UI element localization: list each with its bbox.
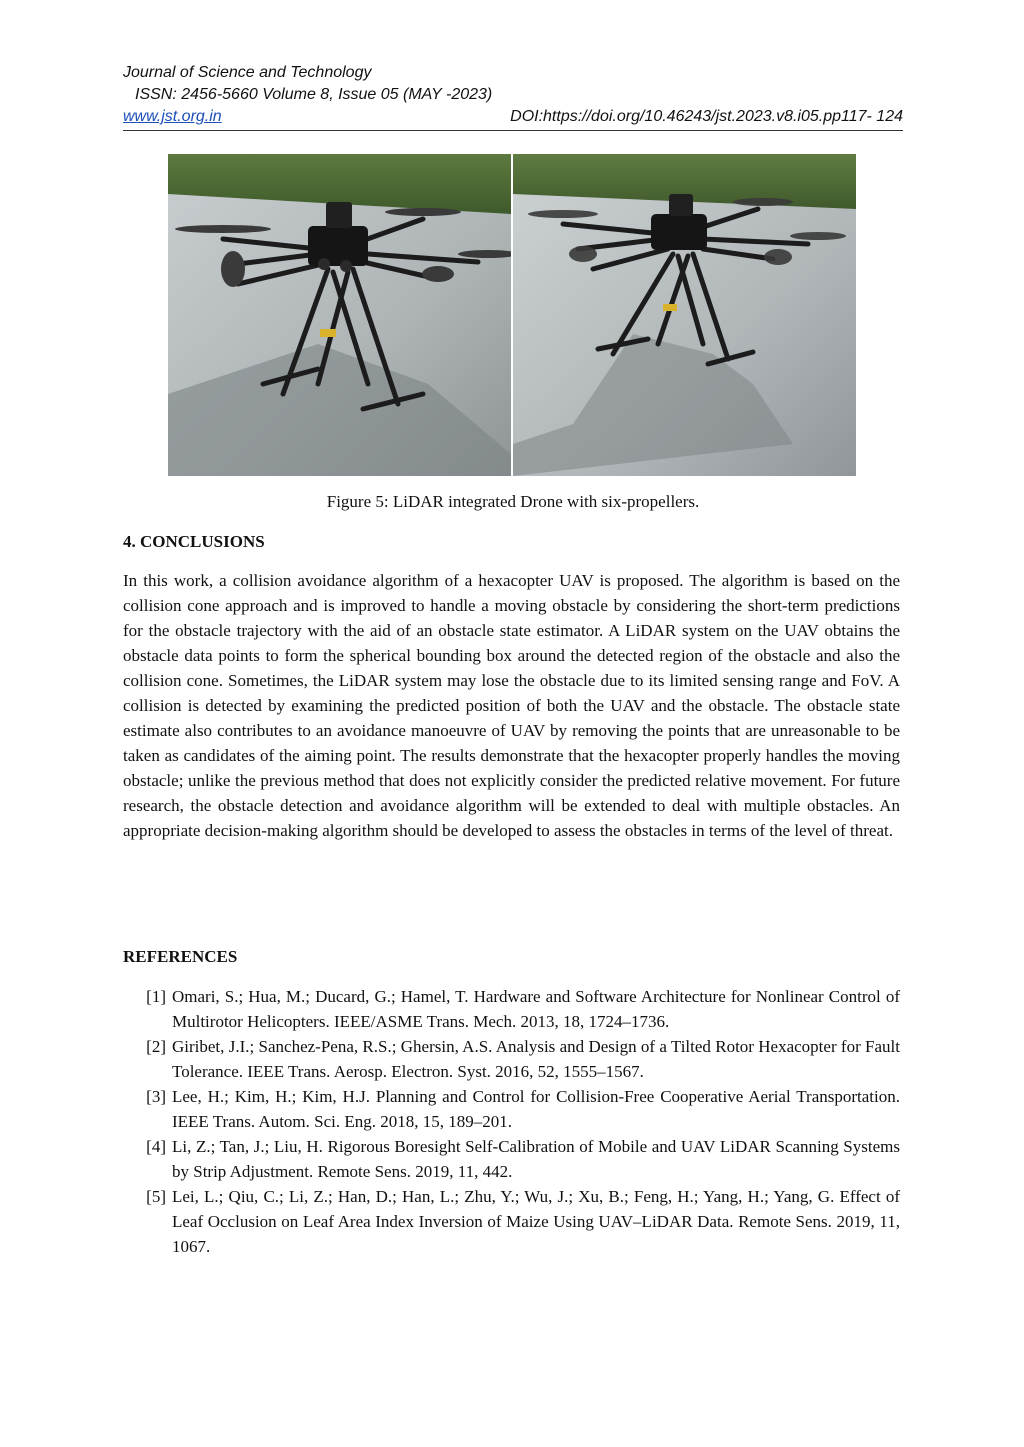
reference-number: [3] — [146, 1087, 166, 1106]
drone-photo-right — [513, 154, 856, 476]
reference-number: [4] — [146, 1137, 166, 1156]
reference-number: [2] — [146, 1037, 166, 1056]
header-links — [123, 106, 903, 128]
reference-item — [123, 984, 900, 1034]
reference-text: Lei, L.; Qiu, C.; Li, Z.; Han, D.; Han, L.; Zhu, Y.; Wu, J.; Xu, B.; Feng, H.; Yang, H.; Yang, G. Effect of Leaf Occlusion on Leaf Area Index Inversion of Maize Using UAV–LiDAR Data. Remote Sens. 2019, 11, 1067. — [172, 1187, 900, 1256]
running-header — [123, 62, 903, 128]
header-rule — [123, 130, 903, 131]
figure-5 — [168, 154, 856, 476]
reference-number: [5] — [146, 1187, 166, 1206]
reference-text: Lee, H.; Kim, H.; Kim, H.J. Planning and Control for Collision-Free Cooperative Aerial Transportation. IEEE Trans. Autom. Sci. Eng. 2018, 15, 189–201. — [172, 1087, 900, 1131]
reference-item — [123, 1084, 900, 1134]
conclusions-heading: 4. CONCLUSIONS — [123, 532, 265, 551]
journal-name: Journal of Science and Technology — [123, 64, 372, 81]
reference-item — [123, 1184, 900, 1259]
reference-text: Omari, S.; Hua, M.; Ducard, G.; Hamel, T. Hardware and Software Architecture for Nonlinear Control of Multirotor Helicopters. IEEE/ASME Trans. Mech. 2013, 18, 1724–1736. — [172, 987, 900, 1031]
figure-caption: Figure 5: LiDAR integrated Drone with six-propellers. — [326, 492, 700, 511]
conclusions-paragraph: In this work, a collision avoidance algorithm of a hexacopter UAV is proposed. The algorithm is based on the collision cone approach and is improved to handle a moving obstacle by considering the short-term predictions for the obstacle trajectory with the aid of an obstacle state estimator. A LiDAR system on the UAV obtains the obstacle data points to form the spherical bounding box around the detected region of the obstacle and also the collision cone. Sometimes, the LiDAR system may lose the obstacle due to its limited sensing range and FoV. A collision is detected by examining the predicted position of both the UAV and the obstacle. The obstacle state estimate also contributes to an avoidance manoeuvre of UAV by removing the points that are unreasonable to be taken as candidates of the aiming point. The results demonstrate that the hexacopter properly handles the moving obstacle; unlike the previous method that does not explicitly consider the predicted relative movement. For future research, the obstacle detection and avoidance algorithm will be extended to deal with multiple obstacles. An appropriate decision-making algorithm should be developed to assess the obstacles in terms of the level of threat. — [123, 571, 900, 840]
reference-item — [123, 1134, 900, 1184]
reference-number: [1] — [146, 987, 166, 1006]
references-heading: REFERENCES — [123, 947, 238, 966]
reference-text: Giribet, J.I.; Sanchez-Pena, R.S.; Ghersin, A.S. Analysis and Design of a Tilted Rotor Hexacopter for Fault Tolerance. IEEE Trans. Aerosp. Electron. Syst. 2016, 52, 1555–1567. — [172, 1037, 900, 1081]
reference-list — [123, 984, 900, 1259]
issn-line: ISSN: 2456-5660 Volume 8, Issue 05 (MAY -2023) — [135, 86, 493, 103]
doi-text: DOI:https://doi.org/10.46243/jst.2023.v8.i05.pp117- 124 — [510, 108, 903, 125]
journal-url-link[interactable]: www.jst.org.in — [123, 108, 222, 125]
reference-item — [123, 1034, 900, 1084]
reference-text: Li, Z.; Tan, J.; Liu, H. Rigorous Boresight Self-Calibration of Mobile and UAV LiDAR Scanning Systems by Strip Adjustment. Remote Sens. 2019, 11, 442. — [172, 1137, 900, 1181]
drone-photo-left — [168, 154, 511, 476]
